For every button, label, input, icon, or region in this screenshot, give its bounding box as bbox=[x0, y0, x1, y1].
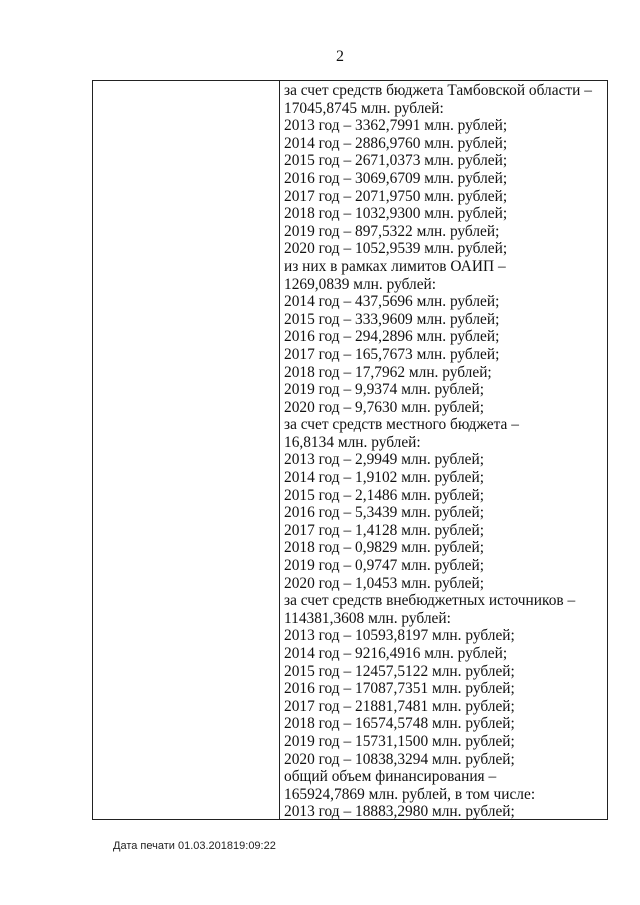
text-line: 2013 год – 18883,2980 млн. рублей; bbox=[284, 803, 515, 821]
text-line: 2020 год – 1052,9539 млн. рублей; bbox=[284, 240, 508, 258]
text-line: из них в рамках лимитов ОАИП – bbox=[284, 257, 506, 275]
text-line: 2019 год – 897,5322 млн. рублей; bbox=[284, 222, 500, 240]
column-divider bbox=[279, 81, 280, 819]
text-line: 2019 год – 9,9374 млн. рублей; bbox=[284, 381, 485, 399]
text-line: 2014 год – 1,9102 млн. рублей; bbox=[284, 469, 485, 487]
text-line: 2013 год – 10593,8197 млн. рублей; bbox=[284, 627, 515, 645]
text-line: 1269,0839 млн. рублей: bbox=[284, 275, 437, 293]
text-line: 2015 год – 333,9609 млн. рублей; bbox=[284, 310, 500, 328]
text-line: 2014 год – 2886,9760 млн. рублей; bbox=[284, 134, 508, 152]
print-date-footer: Дата печати 01.03.201819:09:22 bbox=[113, 840, 276, 852]
text-line: 2018 год – 1032,9300 млн. рублей; bbox=[284, 205, 508, 223]
text-line: 17045,8745 млн. рублей: bbox=[284, 99, 444, 117]
text-line: 2017 год – 165,7673 млн. рублей; bbox=[284, 345, 500, 363]
funding-table bbox=[92, 80, 608, 820]
text-line: 2015 год – 2,1486 млн. рублей; bbox=[284, 486, 485, 504]
text-line: 2017 год – 2071,9750 млн. рублей; bbox=[284, 187, 508, 205]
text-line: 2020 год – 9,7630 млн. рублей; bbox=[284, 398, 485, 416]
text-line: 2013 год – 2,9949 млн. рублей; bbox=[284, 451, 485, 469]
text-line: 165924,7869 млн. рублей, в том числе: bbox=[284, 785, 536, 803]
text-line: 2016 год – 17087,7351 млн. рублей; bbox=[284, 680, 515, 698]
page-number: 2 bbox=[336, 48, 344, 65]
text-line: 2015 год – 12457,5122 млн. рублей; bbox=[284, 662, 515, 680]
text-line: за счет средств бюджета Тамбовской области – bbox=[284, 82, 592, 99]
text-line: 2016 год – 294,2896 млн. рублей; bbox=[284, 328, 500, 346]
text-line: 2020 год – 10838,3294 млн. рублей; bbox=[284, 750, 515, 768]
text-line: 2019 год – 0,9747 млн. рублей; bbox=[284, 557, 485, 575]
funding-text-column bbox=[284, 82, 602, 821]
text-line: 114381,3608 млн. рублей: bbox=[284, 609, 451, 627]
text-line: 2014 год – 437,5696 млн. рублей; bbox=[284, 293, 500, 311]
text-line: 2017 год – 21881,7481 млн. рублей; bbox=[284, 697, 515, 715]
text-line: 2015 год – 2671,0373 млн. рублей; bbox=[284, 152, 508, 170]
text-line: за счет средств внебюджетных источников – bbox=[284, 592, 576, 610]
text-line: 2017 год – 1,4128 млн. рублей; bbox=[284, 521, 485, 539]
text-line: 2016 год – 5,3439 млн. рублей; bbox=[284, 504, 485, 522]
text-line: 2019 год – 15731,1500 млн. рублей; bbox=[284, 732, 515, 750]
text-line: 2014 год – 9216,4916 млн. рублей; bbox=[284, 645, 508, 662]
text-line: 2018 год – 17,7962 млн. рублей; bbox=[284, 363, 492, 381]
text-line: 2016 год – 3069,6709 млн. рублей; bbox=[284, 169, 508, 187]
text-line: за счет средств местного бюджета – bbox=[284, 416, 519, 434]
text-line: 2013 год – 3362,7991 млн. рублей; bbox=[284, 117, 508, 135]
text-line: общий объем финансирования – bbox=[284, 768, 497, 786]
text-line: 2018 год – 0,9829 млн. рублей; bbox=[284, 539, 485, 557]
text-line: 16,8134 млн. рублей: bbox=[284, 433, 421, 451]
text-line: 2018 год – 16574,5748 млн. рублей; bbox=[284, 715, 515, 733]
text-line: 2020 год – 1,0453 млн. рублей; bbox=[284, 574, 485, 592]
